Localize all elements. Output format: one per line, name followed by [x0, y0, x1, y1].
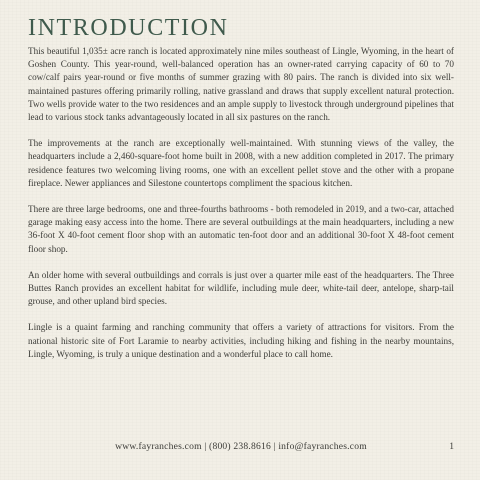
- paragraph-improvements: The improvements at the ranch are exceptionally well-maintained. With stunning views of the valley, the headquarters include a 2,460-square-foot home built in 2008, with a new addition completed in 2017. The primary residence features two welcoming living rooms, one with an excellent pellet stove and the other with a propane fireplace. Newer appliances and Silestone countertops compliment the spacious kitchen.: [28, 138, 454, 188]
- document-page: [28, 14, 454, 466]
- paragraph-older-home-wildlife: An older home with several outbuildings and corrals is just over a quarter mile east of the headquarters. The Three Buttes Ranch provides an excellent habitat for wildlife, including mule deer, white-tail deer, antelope, sharp-tail grouse, and other upland bird species.: [28, 269, 454, 307]
- page-number: 1: [449, 441, 454, 452]
- paragraph-bedrooms-outbuildings: There are three large bedrooms, one and three-fourths bathrooms - both remodeled in 2019, and a two-car, attached garage making easy access into the home. There are several outbuildings at the main headquarters, including a new 36-foot X 40-foot cement floor shop with an automatic ten-foot door and an additional 30-foot X 48-foot cement floor shop.: [28, 204, 454, 254]
- page-title: INTRODUCTION: [28, 15, 229, 41]
- paragraph-ranch-overview: This beautiful 1,035± acre ranch is located approximately nine miles southeast of Lingle, Wyoming, in the heart of Goshen County. This year-round, well-balanced operation has an owner-rated carrying capacity of 60 to 70 cow/calf pairs year-round or five months of summer grazing with 80 pairs. The ranch is divided into six well-maintained pastures offering primarily rolling, native grassland and draws that supply excellent natural protection. Two wells provide water to the two residences and an ample supply to livestock through underground pipelines that lead to various stock tanks advantageously located in all six pastures on the ranch.: [28, 46, 454, 123]
- footer-contact: www.fayranches.com | (800) 238.8616 | info@fayranches.com: [115, 441, 367, 452]
- paragraph-lingle-community: Lingle is a quaint farming and ranching community that offers a variety of attractions for visitors. From the national historic site of Fort Laramie to nearby activities, including hiking and fishing in the nearby mountains, Lingle, Wyoming, is truly a unique destination and a wonderful place to call home.: [28, 322, 454, 359]
